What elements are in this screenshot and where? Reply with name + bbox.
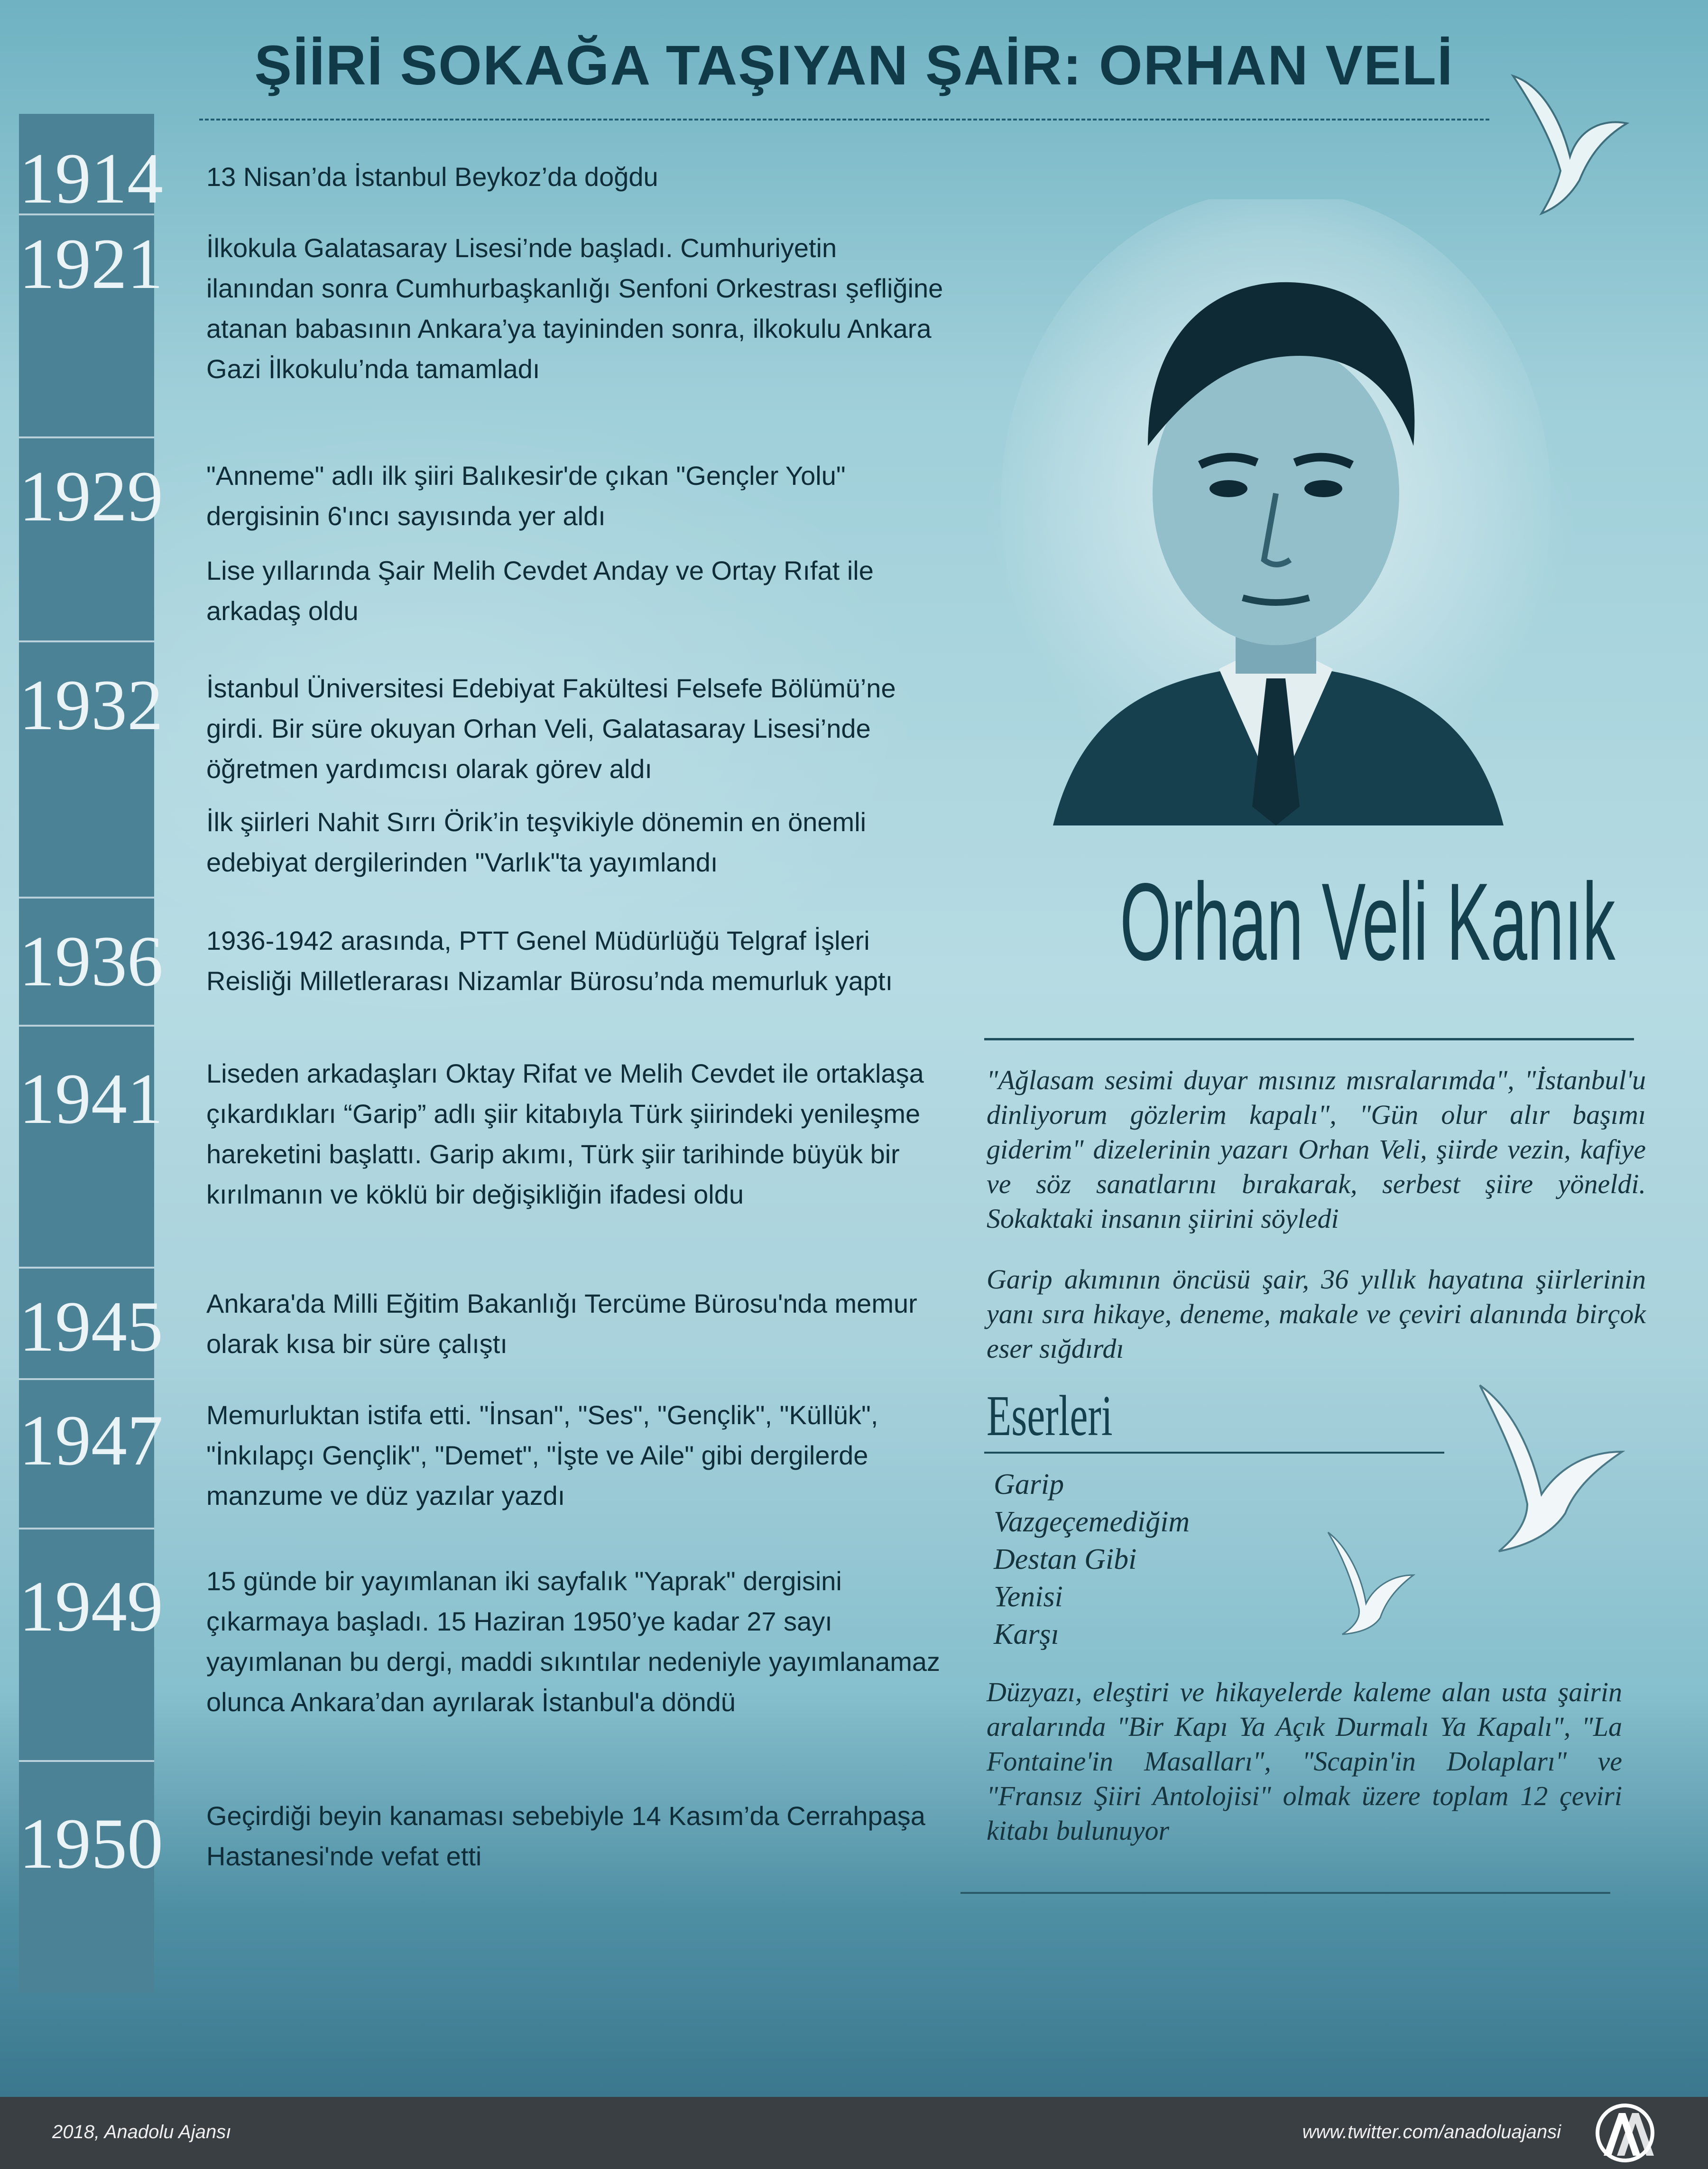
event-text: 1936-1942 arasında, PTT Genel Müdürlüğü Telgraf İşleri Reisliği Milletlerarası Nizamlar Bürosu’nda memurluk yaptı (206, 926, 893, 996)
footer-credit: 2018, Anadolu Ajansı (52, 2122, 231, 2142)
footer-twitter-link[interactable]: www.twitter.com/anadoluajansi (1302, 2122, 1561, 2142)
year-label: 1932 (19, 665, 163, 745)
year-label: 1945 (19, 1287, 163, 1366)
event-text: "Anneme" adlı ilk şiiri Balıkesir'de çıkan "Gençler Yolu" dergisinin 6'ıncı sayısında yer aldı (206, 461, 846, 531)
work-item: Garip (994, 1468, 1064, 1501)
year-label: 1941 (19, 1059, 163, 1139)
year-label: 1949 (19, 1566, 163, 1646)
event-text: Liseden arkadaşları Oktay Rifat ve Melih Cevdet ile ortaklaşa çıkardıkları “Garip” adlı şiir kitabıyla Türk şiirindeki yenileşme hareketini başlattı. Garip akımı, Türk şiir tarihinde büyük bir kırılmanın ve köklü bir değişikliğin ifadesi oldu (206, 1058, 924, 1209)
event-text: Memurluktan istifa etti. "İnsan", "Ses", "Gençlik", "Küllük", "İnkılapçı Gençlik", "Demet", "İşte ve Aile" gibi dergilerde manzume ve düz yazılar yazdı (206, 1400, 878, 1511)
title-divider (199, 119, 1489, 120)
event-text: İlk şiirleri Nahit Sırrı Örik’in teşvikiyle dönemin en önemli edebiyat dergilerinden "Varlık"ta yayımlandı (206, 807, 867, 877)
year-label: 1914 (19, 139, 163, 218)
anadolu-agency-logo-icon (1594, 2104, 1656, 2162)
seagull-icon (1323, 1528, 1418, 1637)
timeline-bar (19, 114, 163, 1993)
page-title: ŞİİRİ SOKAĞA TAŞIYAN ŞAİR: ORHAN VELİ (254, 34, 1454, 97)
works-list (994, 1466, 1190, 1653)
year-divider (19, 640, 154, 642)
event-text: İlkokula Galatasaray Lisesi’nde başladı. Cumhuriyetin ilanından sonra Cumhurbaşkanlığı Senfoni Orkestrası şefliğine atanan babasının Ankara’ya tayininden sonra, ilkokulu Ankara Gazi İlkokulu’nda tamamladı (206, 233, 943, 384)
work-item: Yenisi (994, 1581, 1063, 1613)
year-divider (19, 897, 154, 899)
work-item: Karşı (994, 1618, 1059, 1650)
event-text: 15 günde bir yayımlanan iki sayfalık "Yaprak" dergisini çıkarmaya başladı. 15 Haziran 1950’ye kadar 27 sayı yayımlanan bu dergi, maddi sıkıntılar nedeniyle yayımlanamaz olunca Ankara’dan ayrılarak İstanbul'a döndü (206, 1566, 940, 1717)
translations-paragraph: Düzyazı, eleştiri ve hikayelerde kaleme alan usta şairin aralarında "Bir Kapı Ya Açık Durmalı Ya Kapalı", "La Fontaine'in Masalları", "Scapin'in Dolapları" ve "Fransız Şiiri Antolojisi" olmak üzere toplam 12 çeviri kitabı bulunuyor (987, 1677, 1622, 1846)
year-divider (19, 1025, 154, 1027)
intro-paragraph: "Ağlasam sesimi duyar mısınız mısralarımda", "İstanbul'u dinliyorum gözlerim kapalı", "Gün olur alır başımı giderim" dizelerinin yazarı Orhan Veli, şiirde vezin, kafiye ve söz sanatlarını bırakarak, serbest şiire yöneldi. Sokaktaki insanın şiirini söyledi (987, 1065, 1646, 1234)
year-divider (19, 1528, 154, 1529)
summary-paragraph: Garip akımının öncüsü şair, 36 yıllık hayatına şiirlerinin yanı sıra hikaye, deneme, makale ve çeviri alanında birçok eser sığdırdı (987, 1264, 1646, 1364)
event-text: Geçirdiği beyin kanaması sebebiyle 14 Kasım’da Cerrahpaşa Hastanesi'nde vefat etti (206, 1801, 925, 1871)
year-divider (19, 1378, 154, 1380)
year-label: 1929 (19, 456, 163, 536)
year-label: 1950 (19, 1804, 163, 1883)
year-divider (19, 436, 154, 438)
footer-bar (0, 2097, 1708, 2169)
portrait-photo (996, 199, 1556, 825)
year-divider (19, 213, 154, 215)
event-text: Ankara'da Milli Eğitim Bakanlığı Tercüme Bürosu'nda memur olarak kısa bir süre çalıştı (206, 1288, 917, 1359)
works-heading: Eserleri (987, 1384, 1113, 1448)
event-text: 13 Nisan’da İstanbul Beykoz’da doğdu (206, 162, 658, 192)
work-item: Destan Gibi (994, 1543, 1137, 1576)
seagull-icon (1508, 66, 1651, 223)
bottom-divider (960, 1892, 1610, 1894)
year-label: 1936 (19, 921, 163, 1001)
event-text: Lise yıllarında Şair Melih Cevdet Anday ve Ortay Rıfat ile arkadaş oldu (206, 556, 874, 626)
seagull-icon (1470, 1376, 1627, 1556)
year-divider (19, 1760, 154, 1762)
name-divider (984, 1038, 1634, 1040)
work-item: Vazgeçemediğim (994, 1506, 1190, 1538)
year-divider (19, 1267, 154, 1269)
year-label: 1947 (19, 1400, 163, 1480)
works-divider (984, 1452, 1444, 1454)
poet-name: Orhan Veli Kanık (1120, 861, 1616, 983)
year-label: 1921 (19, 224, 163, 304)
event-text: İstanbul Üniversitesi Edebiyat Fakültesi Felsefe Bölümü’ne girdi. Bir süre okuyan Orhan Veli, Galatasaray Lisesi’nde öğretmen yardımcısı olarak görev aldı (206, 673, 896, 784)
